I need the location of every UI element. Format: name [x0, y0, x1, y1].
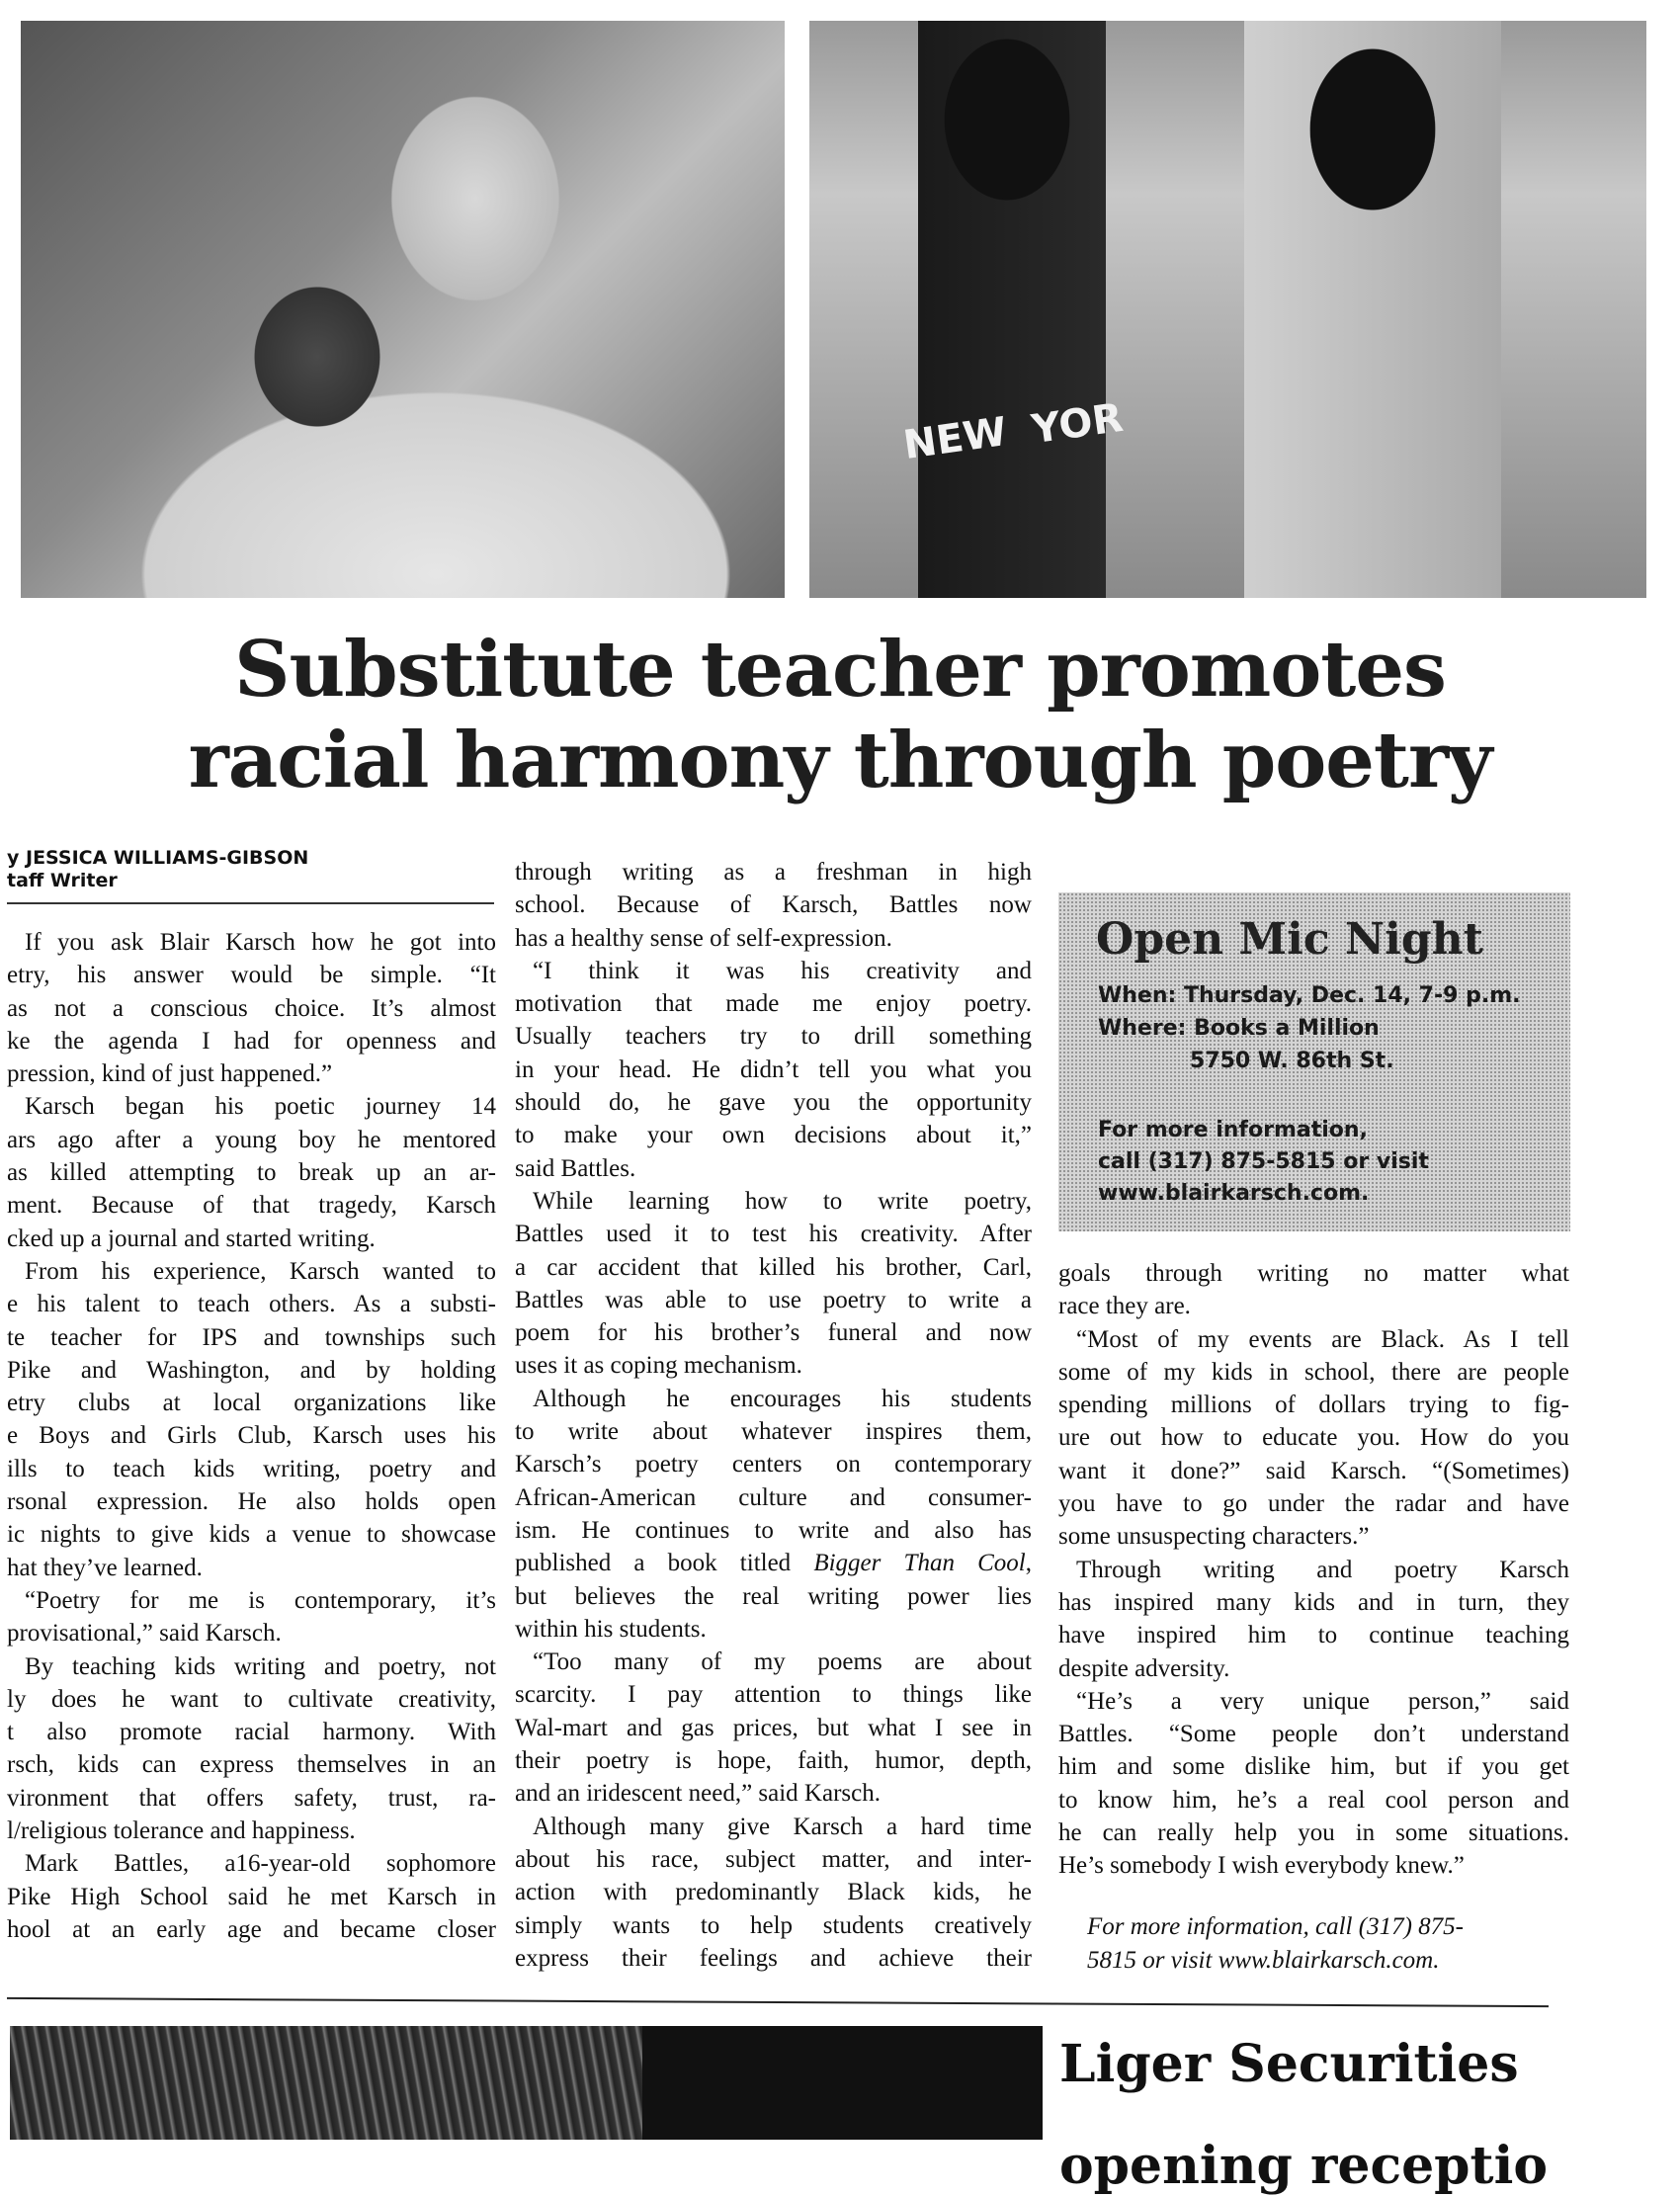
article-text-line: he can really help you in some situations.	[1058, 1819, 1569, 1847]
article-text-line: “Too many of my poems are about	[533, 1648, 1032, 1676]
article-text-line: hool at an early age and became closer	[7, 1915, 496, 1943]
article-text-line: uses it as coping mechanism.	[515, 1352, 802, 1380]
box-where: Where: Books a Million	[1098, 1016, 1380, 1041]
article-text-line: to write about whatever inspires them,	[515, 1418, 1032, 1446]
article-text-line: Battles was able to use poetry to write a	[515, 1286, 1032, 1313]
more-info-line-1: For more information, call (317) 875-	[1087, 1913, 1464, 1940]
article-text-line: African-American culture and consumer-	[515, 1483, 1032, 1511]
article-text-line: Mark Battles, a16-year-old sophomore	[25, 1850, 496, 1878]
article-text-line: While learning how to write poetry,	[533, 1187, 1032, 1215]
article-text-line: “I think it was his creativity and	[533, 957, 1032, 984]
article-text-line: spending millions of dollars trying to fig-	[1058, 1392, 1569, 1419]
article-text-line: despite adversity.	[1058, 1654, 1230, 1682]
article-text-line: within his students.	[515, 1615, 707, 1643]
photo-students-at-microphone	[809, 21, 1646, 598]
article-text-line: school. Because of Karsch, Battles now	[515, 891, 1032, 919]
article-text-line: Usually teachers try to drill something	[515, 1023, 1032, 1051]
text-segment: ,	[1025, 1550, 1032, 1577]
box-info-1: For more information,	[1098, 1118, 1368, 1142]
article-text-line: their poetry is hope, faith, humor, depth,	[515, 1747, 1032, 1775]
article-text-line: ure out how to educate you. How do you	[1058, 1424, 1569, 1452]
article-text-line: etry clubs at local organizations like	[7, 1390, 496, 1417]
article-text-line: some unsuspecting characters.”	[1058, 1523, 1370, 1551]
headline	[0, 625, 1680, 806]
article-text-line: him and some dislike him, but if you get	[1058, 1753, 1569, 1781]
jacket-text-york: YOR	[1029, 394, 1127, 454]
article-text-line: Pike and Washington, and by holding	[7, 1356, 496, 1384]
book-title: Bigger Than Cool	[813, 1550, 1026, 1577]
article-text-line: ly does he want to cultivate creativity,	[7, 1685, 496, 1713]
article-text-line: a car accident that killed his brother, Carl,	[515, 1253, 1032, 1281]
article-text-line: some of my kids in school, there are people	[1058, 1358, 1569, 1386]
article-text-line: “He’s a very unique person,” said	[1076, 1687, 1569, 1715]
article-text-line: e his talent to teach others. As a substi-	[7, 1291, 496, 1318]
next-article-photo	[10, 2026, 1043, 2140]
box-when: When: Thursday, Dec. 14, 7-9 p.m.	[1098, 983, 1521, 1008]
article-text-line: goals through writing no matter what	[1058, 1260, 1569, 1287]
article-text-line: Karsch began his poetic journey 14	[25, 1093, 496, 1121]
article-text-line: Battles used it to test his creativity. After	[515, 1221, 1032, 1248]
article-text-line: action with predominantly Black kids, he	[515, 1879, 1032, 1906]
byline	[7, 847, 494, 904]
article-text-line: in your head. He didn’t tell you what you	[515, 1056, 1032, 1083]
article-text-line: t also promote racial harmony. With	[7, 1719, 496, 1746]
article-text-line: Although many give Karsch a hard time	[533, 1813, 1032, 1840]
article-text-line: to make your own decisions about it,”	[515, 1122, 1032, 1149]
article-text-line: Through writing and poetry Karsch	[1076, 1556, 1569, 1583]
article-text-line: Pike High School said he met Karsch in	[7, 1883, 496, 1910]
article-text-line: as not a conscious choice. It’s almost	[7, 994, 496, 1022]
article-column-2	[515, 856, 1032, 1975]
article-text-line: through writing as a freshman in high	[515, 859, 1032, 886]
article-text-line: have inspired him to continue teaching	[1058, 1622, 1569, 1649]
article-text-line: ism. He continues to write and also has	[515, 1516, 1032, 1544]
article-text-line: cked up a journal and started writing.	[7, 1225, 376, 1252]
headline-line-1: Substitute teacher promotes	[234, 625, 1446, 715]
box-info-2: call (317) 875-5815 or visit	[1098, 1149, 1429, 1174]
article-text-line: l/religious tolerance and happiness.	[7, 1817, 356, 1845]
photo-teacher-with-child	[21, 21, 785, 598]
article-text-line: From his experience, Karsch wanted to	[25, 1257, 496, 1285]
article-text-line: about his race, subject matter, and inter-	[515, 1845, 1032, 1873]
article-text-line: rsch, kids can express themselves in an	[7, 1751, 496, 1779]
article-text-line: ills to teach kids writing, poetry and	[7, 1455, 496, 1482]
article-text-line: has a healthy sense of self-expression.	[515, 924, 892, 952]
article-text-line: scarcity. I pay attention to things like	[515, 1681, 1032, 1709]
article-text-line: ars ago after a young boy he mentored	[7, 1126, 496, 1153]
article-text-line: and an iridescent need,” said Karsch.	[515, 1780, 881, 1808]
article-text-line: express their feelings and achieve their	[515, 1944, 1032, 1972]
article-text-line: but believes the real writing power lies	[515, 1582, 1032, 1610]
article-text-line: Karsch’s poetry centers on contemporary	[515, 1451, 1032, 1478]
box-title: Open Mic Night	[1096, 914, 1483, 965]
article-text-line: poem for his brother’s funeral and now	[515, 1319, 1032, 1347]
article-text-line: Wal-mart and gas prices, but what I see in	[515, 1714, 1032, 1741]
next-article-headline-line-2: opening receptio	[1059, 2136, 1548, 2196]
article-text-line: provisational,” said Karsch.	[7, 1620, 282, 1647]
article-text-line: “Poetry for me is contemporary, it’s	[25, 1586, 496, 1614]
article-text-line: etry, his answer would be simple. “It	[7, 962, 496, 989]
article-text-line: should do, he gave you the opportunity	[515, 1089, 1032, 1117]
article-text-line: “Most of my events are Black. As I tell	[1076, 1325, 1569, 1353]
article-text-line: race they are.	[1058, 1293, 1191, 1320]
article-text-line: vironment that offers safety, trust, ra-	[7, 1784, 496, 1812]
article-text-line: pression, kind of just happened.”	[7, 1060, 333, 1088]
headline-line-2: racial harmony through poetry	[188, 716, 1492, 805]
article-text-line: Although he encourages his students	[533, 1385, 1032, 1412]
article-text-line: has inspired many kids and in turn, they	[1058, 1588, 1569, 1616]
article-text-line: ke the agenda I had for openness and	[7, 1027, 496, 1055]
article-text-line: rsonal expression. He also holds open	[7, 1488, 496, 1516]
jacket-text-new: NEW	[900, 408, 1010, 469]
article-text-line: By teaching kids writing and poetry, not	[25, 1652, 496, 1680]
article-column-3	[1058, 1257, 1569, 1883]
article-text-line: simply wants to help students creatively	[515, 1911, 1032, 1939]
next-article-headline: Liger Securities	[1059, 2034, 1519, 2094]
article-text-line: te teacher for IPS and townships such	[7, 1323, 496, 1351]
article-text-line: ment. Because of that tragedy, Karsch	[7, 1192, 496, 1220]
article-text-line	[515, 1547, 1032, 1579]
open-mic-info-box	[1058, 892, 1570, 1231]
article-text-line: as killed attempting to break up an ar-	[7, 1159, 496, 1187]
article-text-line: He’s somebody I wish everybody knew.”	[1058, 1852, 1465, 1880]
byline-author: y JESSICA WILLIAMS-GIBSON	[7, 847, 309, 869]
section-divider	[7, 1997, 1549, 2007]
article-text-line: to know him, he’s a real cool person and	[1058, 1786, 1569, 1814]
article-text-line: want it done?” said Karsch. “(Sometimes)	[1058, 1457, 1569, 1484]
article-text-line: e Boys and Girls Club, Karsch uses his	[7, 1422, 496, 1450]
box-info-3: www.blairkarsch.com.	[1098, 1181, 1370, 1206]
byline-role: taff Writer	[7, 870, 118, 891]
article-text-line: motivation that made me enjoy poetry.	[515, 990, 1032, 1018]
article-column-1	[7, 926, 496, 1946]
article-text-line: If you ask Blair Karsch how he got into	[25, 929, 496, 956]
article-text-line: you have to go under the radar and have	[1058, 1490, 1569, 1518]
article-text-line: Battles. “Some people don’t understand	[1058, 1721, 1569, 1748]
more-info-footer	[1087, 1910, 1561, 1978]
article-text-line: said Battles.	[515, 1154, 636, 1182]
article-text-line: hat they’ve learned.	[7, 1554, 203, 1581]
box-address: 5750 W. 86th St.	[1190, 1049, 1394, 1073]
article-text-line: ic nights to give kids a venue to showcase	[7, 1521, 496, 1549]
more-info-line-2: 5815 or visit www.blairkarsch.com.	[1087, 1947, 1440, 1974]
text-segment: published a book titled	[515, 1550, 814, 1577]
